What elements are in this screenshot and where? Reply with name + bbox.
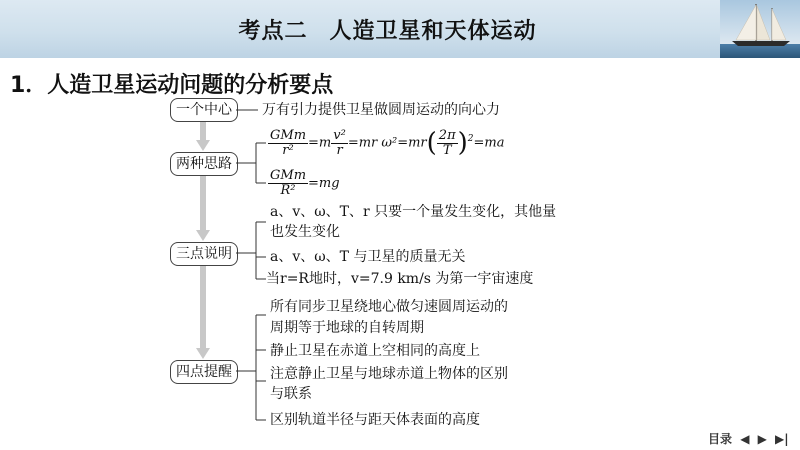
four-points-line-3: 静止卫星在赤道上空相同的高度上 — [270, 343, 480, 359]
node-four-points: 四点提醒 — [170, 360, 238, 384]
f1-paren-num: 2π — [438, 127, 456, 143]
f1-paren-den: T — [442, 142, 452, 158]
f1-eq1-den: r — [336, 142, 343, 158]
node-ideas: 两种思路 — [170, 152, 238, 176]
three-points-line-4: 当r=R地时，v=7.9 km/s 为第一宇宙速度 — [266, 271, 534, 287]
f1-tail: =ma — [473, 135, 505, 151]
sailboat-image — [720, 0, 800, 58]
four-points-line-4: 注意静止卫星与地球赤道上物体的区别 — [270, 366, 508, 382]
three-points-line-2: 也发生变化 — [270, 224, 340, 240]
last-icon[interactable]: ▶| — [775, 432, 789, 446]
formula-2 — [268, 169, 340, 198]
page-title — [0, 14, 775, 45]
three-points-line-3: a、v、ω、T 与卫星的质量无关 — [270, 249, 466, 265]
f1-lhs-den: r² — [282, 142, 294, 158]
formula-1: $\frac{\text{GMm}}{\text{r²}}$ =m $\frac{\text{v²}}{r}$ =mr ω²=mr( $\frac{2\pi}{T}$ )$^2$=ma — [270, 127, 505, 158]
f1-lhs-num: GMm — [270, 127, 307, 143]
page-title-part1: 考点二 — [238, 19, 308, 44]
f2-lhs-den: R² — [280, 183, 296, 198]
down-arrow-icon — [196, 176, 210, 242]
slide-nav — [708, 430, 793, 447]
down-arrow-icon — [196, 266, 210, 360]
four-points-line-1: 所有同步卫星绕地心做匀速圆周运动的 — [270, 299, 508, 315]
f2-rhs: =mg — [308, 176, 340, 191]
center-text: 万有引力提供卫星做圆周运动的向心力 — [262, 102, 500, 118]
prev-icon[interactable]: ◀ — [740, 432, 750, 446]
f2-lhs-num: GMm — [270, 168, 307, 183]
node-three-points: 三点说明 — [170, 242, 238, 266]
four-points-line-5: 与联系 — [270, 386, 312, 402]
toc-link[interactable]: 目录 — [708, 432, 733, 446]
header-bar — [0, 0, 800, 58]
page-title-part2: 人造卫星和天体运动 — [329, 19, 537, 44]
four-points-line-6: 区别轨道半径与距天体表面的高度 — [270, 412, 480, 428]
three-points-line-1: a、v、ω、T、r 只要一个量发生变化，其他量 — [270, 204, 557, 220]
section-title: 1．人造卫星运动问题的分析要点 — [10, 73, 334, 98]
f1-rest: =mr ω²=mr — [347, 135, 427, 151]
down-arrow-icon — [196, 122, 210, 152]
next-icon[interactable]: ▶ — [757, 432, 767, 446]
four-points-line-2: 周期等于地球的自转周期 — [270, 320, 424, 336]
node-center: 一个中心 — [170, 98, 238, 122]
f1-eq1-num: v² — [333, 127, 346, 143]
